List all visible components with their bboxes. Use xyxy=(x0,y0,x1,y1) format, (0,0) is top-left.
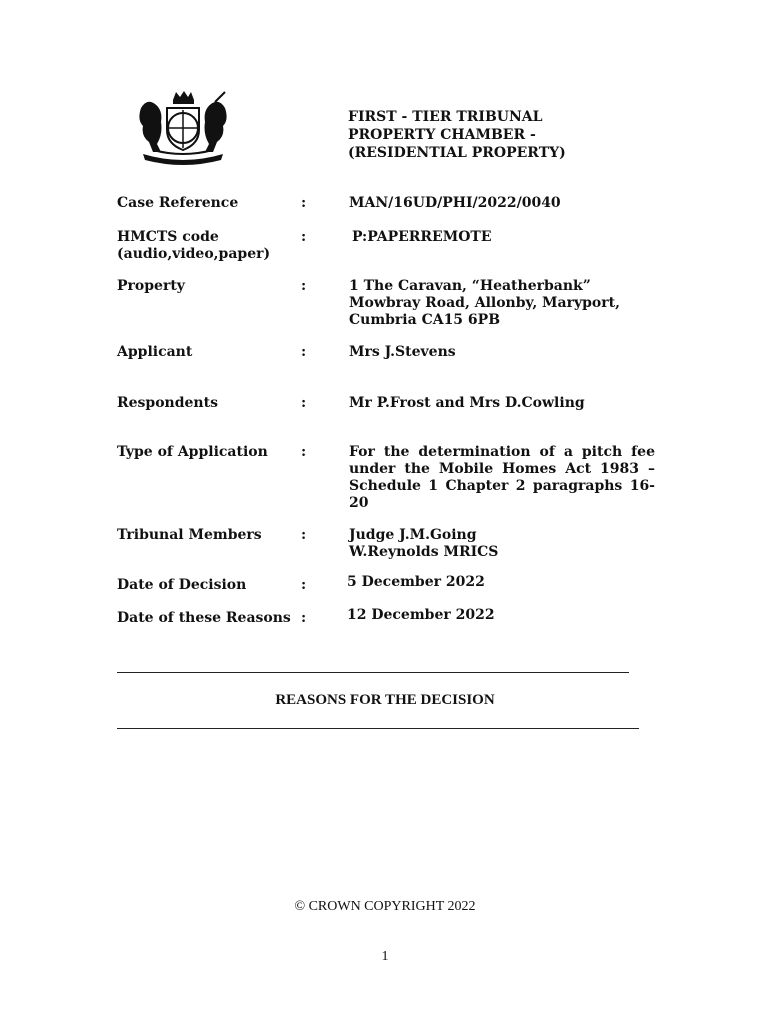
property-label xyxy=(117,278,185,295)
hmcts-code-value xyxy=(352,229,658,246)
type-of-application-label xyxy=(117,444,268,461)
field-label-text: Date of Decision xyxy=(117,577,247,593)
tribunal-heading xyxy=(348,108,566,162)
field-value-text: MAN/16UD/PHI/2022/0040 xyxy=(349,195,561,211)
field-label-text: Date of these Reasons xyxy=(117,610,291,626)
field-label-text: Respondents xyxy=(117,395,218,411)
field-label-text: Tribunal Members xyxy=(117,527,262,543)
field-colon: : xyxy=(301,195,307,211)
applicant-label xyxy=(117,344,192,361)
field-value-text: Mrs J.Stevens xyxy=(349,344,456,360)
tribunal-heading-line: PROPERTY CHAMBER - xyxy=(348,127,536,143)
property-value xyxy=(349,278,655,329)
respondents-label xyxy=(117,395,218,412)
date-of-reasons-value xyxy=(347,607,653,624)
field-value-text: Mowbray Road, Allonby, Maryport, xyxy=(349,295,620,311)
field-value-text: Mr P.Frost and Mrs D.Cowling xyxy=(349,395,585,411)
field-colon: : xyxy=(301,527,307,543)
field-colon: : xyxy=(301,577,307,593)
field-label-text: Type of Application xyxy=(117,444,268,460)
field-value-text: Judge J.M.Going xyxy=(349,527,477,543)
field-value-text: 5 December 2022 xyxy=(347,574,485,590)
case-reference-value xyxy=(349,195,655,212)
hmcts-code-label xyxy=(117,229,270,263)
type-of-application-value: For the determination of a pitch fee under the Mobile Homes Act 1983 – Schedule 1 Chapter 2 paragraphs 16-20 xyxy=(349,444,655,511)
field-colon: : xyxy=(301,395,307,411)
field-label-text: Property xyxy=(117,278,185,294)
tribunal-heading-line: FIRST - TIER TRIBUNAL xyxy=(348,109,543,125)
field-label-text: (audio,video,paper) xyxy=(117,246,271,262)
divider-top xyxy=(117,672,629,673)
field-colon: : xyxy=(301,610,307,626)
tribunal-members-label xyxy=(117,527,262,544)
field-label-text: Applicant xyxy=(117,344,193,360)
reasons-section-title: REASONS FOR THE DECISION xyxy=(275,692,495,708)
field-value-text: W.Reynolds MRICS xyxy=(349,544,499,560)
royal-coat-of-arms-icon xyxy=(133,88,228,166)
field-colon: : xyxy=(301,344,307,360)
field-label-text: HMCTS code xyxy=(117,229,219,245)
crown-copyright-notice: © CROWN COPYRIGHT 2022 xyxy=(294,899,476,914)
date-of-decision-label xyxy=(117,577,246,594)
field-value-text: 1 The Caravan, “Heatherbank” xyxy=(349,278,591,294)
field-colon: : xyxy=(301,278,307,294)
field-value-text: 12 December 2022 xyxy=(347,607,495,623)
tribunal-heading-line: (RESIDENTIAL PROPERTY) xyxy=(348,145,566,161)
field-value-text: Cumbria CA15 6PB xyxy=(349,312,501,328)
date-of-decision-value xyxy=(347,574,653,591)
field-label-text: Case Reference xyxy=(117,195,239,211)
field-colon: : xyxy=(301,229,307,245)
respondents-value xyxy=(349,395,655,412)
tribunal-members-value xyxy=(349,527,655,561)
case-reference-label xyxy=(117,195,238,212)
divider-bottom xyxy=(117,728,639,729)
applicant-value xyxy=(349,344,655,361)
field-colon: : xyxy=(301,444,307,460)
date-of-reasons-label xyxy=(117,610,291,627)
page-number: 1 xyxy=(381,949,389,964)
field-value-text: P:PAPERREMOTE xyxy=(352,229,492,245)
